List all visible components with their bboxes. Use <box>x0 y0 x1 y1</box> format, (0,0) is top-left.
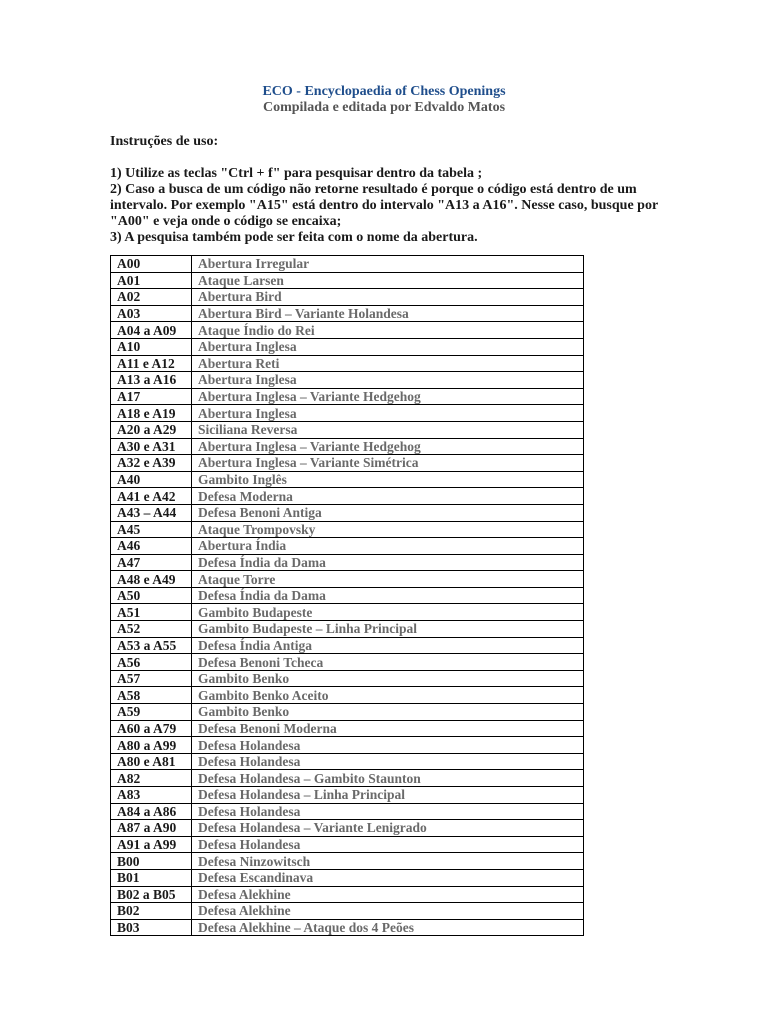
opening-name-cell: Ataque Índio do Rei <box>192 322 584 339</box>
opening-name-cell: Abertura Reti <box>192 355 584 372</box>
opening-name-cell: Defesa Alekhine – Ataque dos 4 Peões <box>192 919 584 936</box>
eco-code-cell: A18 e A19 <box>111 405 192 422</box>
opening-name-cell: Abertura Inglesa – Variante Hedgehog <box>192 438 584 455</box>
eco-code-cell: A60 a A79 <box>111 720 192 737</box>
opening-name-cell: Abertura Inglesa <box>192 372 584 389</box>
opening-name-cell: Defesa Holandesa <box>192 737 584 754</box>
opening-name-cell: Defesa Holandesa <box>192 753 584 770</box>
eco-code-cell: A13 a A16 <box>111 372 192 389</box>
opening-name-cell: Gambito Inglês <box>192 471 584 488</box>
table-row <box>111 836 584 853</box>
opening-name-cell: Defesa Escandinava <box>192 869 584 886</box>
opening-name-cell: Defesa Benoni Moderna <box>192 720 584 737</box>
eco-code-cell: A83 <box>111 787 192 804</box>
opening-name-cell: Gambito Budapeste – Linha Principal <box>192 621 584 638</box>
table-row <box>111 770 584 787</box>
table-row <box>111 670 584 687</box>
opening-name-cell: Defesa Alekhine <box>192 886 584 903</box>
instructions-block <box>110 134 670 246</box>
opening-name-cell: Gambito Benko <box>192 670 584 687</box>
opening-name-cell: Defesa Índia da Dama <box>192 587 584 604</box>
table-row <box>111 305 584 322</box>
eco-code-cell: A80 e A81 <box>111 753 192 770</box>
opening-name-cell: Gambito Benko Aceito <box>192 687 584 704</box>
table-row <box>111 919 584 936</box>
table-row <box>111 355 584 372</box>
eco-code-cell: A46 <box>111 538 192 555</box>
opening-name-cell: Defesa Alekhine <box>192 903 584 920</box>
opening-name-cell: Ataque Torre <box>192 571 584 588</box>
table-row <box>111 554 584 571</box>
opening-name-cell: Siciliana Reversa <box>192 421 584 438</box>
eco-code-cell: A00 <box>111 256 192 273</box>
eco-code-cell: A47 <box>111 554 192 571</box>
table-row <box>111 388 584 405</box>
eco-code-cell: A02 <box>111 289 192 306</box>
instructions-heading: Instruções de uso: <box>110 134 219 149</box>
table-row <box>111 637 584 654</box>
opening-name-cell: Abertura Bird <box>192 289 584 306</box>
eco-code-cell: A03 <box>111 305 192 322</box>
table-row <box>111 322 584 339</box>
eco-table-body <box>111 256 584 936</box>
eco-code-cell: A82 <box>111 770 192 787</box>
eco-code-cell: A91 a A99 <box>111 836 192 853</box>
eco-code-cell: A11 e A12 <box>111 355 192 372</box>
table-row <box>111 455 584 472</box>
eco-code-cell: B00 <box>111 853 192 870</box>
document-subtitle: Compilada e editada por Edvaldo Matos <box>262 100 506 115</box>
table-row <box>111 521 584 538</box>
table-row <box>111 737 584 754</box>
opening-name-cell: Abertura Inglesa <box>192 405 584 422</box>
table-row <box>111 372 584 389</box>
opening-name-cell: Abertura Inglesa – Variante Simétrica <box>192 455 584 472</box>
instruction-item-1: 1) Utilize as teclas "Ctrl + f" para pesquisar dentro da tabela ; <box>110 166 483 181</box>
table-row <box>111 289 584 306</box>
table-row <box>111 272 584 289</box>
table-row <box>111 886 584 903</box>
opening-name-cell: Abertura Inglesa – Variante Hedgehog <box>192 388 584 405</box>
table-row <box>111 720 584 737</box>
table-row <box>111 587 584 604</box>
table-row <box>111 338 584 355</box>
opening-name-cell: Gambito Benko <box>192 704 584 721</box>
eco-code-cell: A17 <box>111 388 192 405</box>
opening-name-cell: Defesa Índia da Dama <box>192 554 584 571</box>
eco-code-cell: A43 – A44 <box>111 504 192 521</box>
eco-code-cell: A04 a A09 <box>111 322 192 339</box>
eco-code-cell: A58 <box>111 687 192 704</box>
eco-code-cell: A50 <box>111 587 192 604</box>
opening-name-cell: Ataque Trompovsky <box>192 521 584 538</box>
table-row <box>111 687 584 704</box>
table-row <box>111 621 584 638</box>
eco-code-cell: A30 e A31 <box>111 438 192 455</box>
eco-code-cell: A48 e A49 <box>111 571 192 588</box>
eco-code-cell: A52 <box>111 621 192 638</box>
opening-name-cell: Defesa Holandesa <box>192 836 584 853</box>
table-row <box>111 903 584 920</box>
eco-code-cell: A10 <box>111 338 192 355</box>
opening-name-cell: Ataque Larsen <box>192 272 584 289</box>
eco-code-cell: B02 a B05 <box>111 886 192 903</box>
opening-name-cell: Defesa Índia Antiga <box>192 637 584 654</box>
instruction-item-3: 3) A pesquisa também pode ser feita com o nome da abertura. <box>110 230 478 245</box>
table-row <box>111 803 584 820</box>
opening-name-cell: Defesa Moderna <box>192 488 584 505</box>
opening-name-cell: Defesa Benoni Tcheca <box>192 654 584 671</box>
opening-name-cell: Abertura Índia <box>192 538 584 555</box>
eco-code-cell: A53 a A55 <box>111 637 192 654</box>
eco-code-cell: A57 <box>111 670 192 687</box>
table-row <box>111 571 584 588</box>
table-row <box>111 488 584 505</box>
eco-code-cell: A51 <box>111 604 192 621</box>
table-row <box>111 256 584 273</box>
eco-code-cell: A41 e A42 <box>111 488 192 505</box>
opening-name-cell: Defesa Holandesa – Variante Lenigrado <box>192 820 584 837</box>
table-row <box>111 753 584 770</box>
table-row <box>111 438 584 455</box>
eco-code-cell: A40 <box>111 471 192 488</box>
eco-code-cell: A56 <box>111 654 192 671</box>
table-row <box>111 538 584 555</box>
eco-code-cell: A45 <box>111 521 192 538</box>
eco-code-cell: A20 a A29 <box>111 421 192 438</box>
opening-name-cell: Gambito Budapeste <box>192 604 584 621</box>
opening-name-cell: Abertura Bird – Variante Holandesa <box>192 305 584 322</box>
instruction-item-2: 2) Caso a busca de um código não retorne resultado é porque o código está dentro de um intervalo. Por exemplo "A15" está dentro do intervalo "A13 a A16". Nesse caso, busque por "A00" e veja onde o código se encaixa; <box>110 182 658 229</box>
document-title: ECO - Encyclopaedia of Chess Openings <box>262 84 506 99</box>
opening-name-cell: Defesa Holandesa – Linha Principal <box>192 787 584 804</box>
eco-code-cell: A01 <box>111 272 192 289</box>
table-row <box>111 787 584 804</box>
eco-code-cell: A87 a A90 <box>111 820 192 837</box>
table-row <box>111 853 584 870</box>
opening-name-cell: Defesa Holandesa <box>192 803 584 820</box>
eco-table <box>110 255 584 936</box>
table-row <box>111 654 584 671</box>
eco-code-cell: A59 <box>111 704 192 721</box>
table-row <box>111 504 584 521</box>
table-row <box>111 471 584 488</box>
table-row <box>111 405 584 422</box>
eco-code-cell: B02 <box>111 903 192 920</box>
opening-name-cell: Defesa Benoni Antiga <box>192 504 584 521</box>
eco-code-cell: A80 a A99 <box>111 737 192 754</box>
table-row <box>111 604 584 621</box>
eco-code-cell: B03 <box>111 919 192 936</box>
opening-name-cell: Abertura Inglesa <box>192 338 584 355</box>
table-row <box>111 869 584 886</box>
table-row <box>111 704 584 721</box>
table-row <box>111 421 584 438</box>
table-row <box>111 820 584 837</box>
eco-code-cell: A84 a A86 <box>111 803 192 820</box>
opening-name-cell: Abertura Irregular <box>192 256 584 273</box>
eco-code-cell: B01 <box>111 869 192 886</box>
opening-name-cell: Defesa Holandesa – Gambito Staunton <box>192 770 584 787</box>
opening-name-cell: Defesa Ninzowitsch <box>192 853 584 870</box>
eco-code-cell: A32 e A39 <box>111 455 192 472</box>
